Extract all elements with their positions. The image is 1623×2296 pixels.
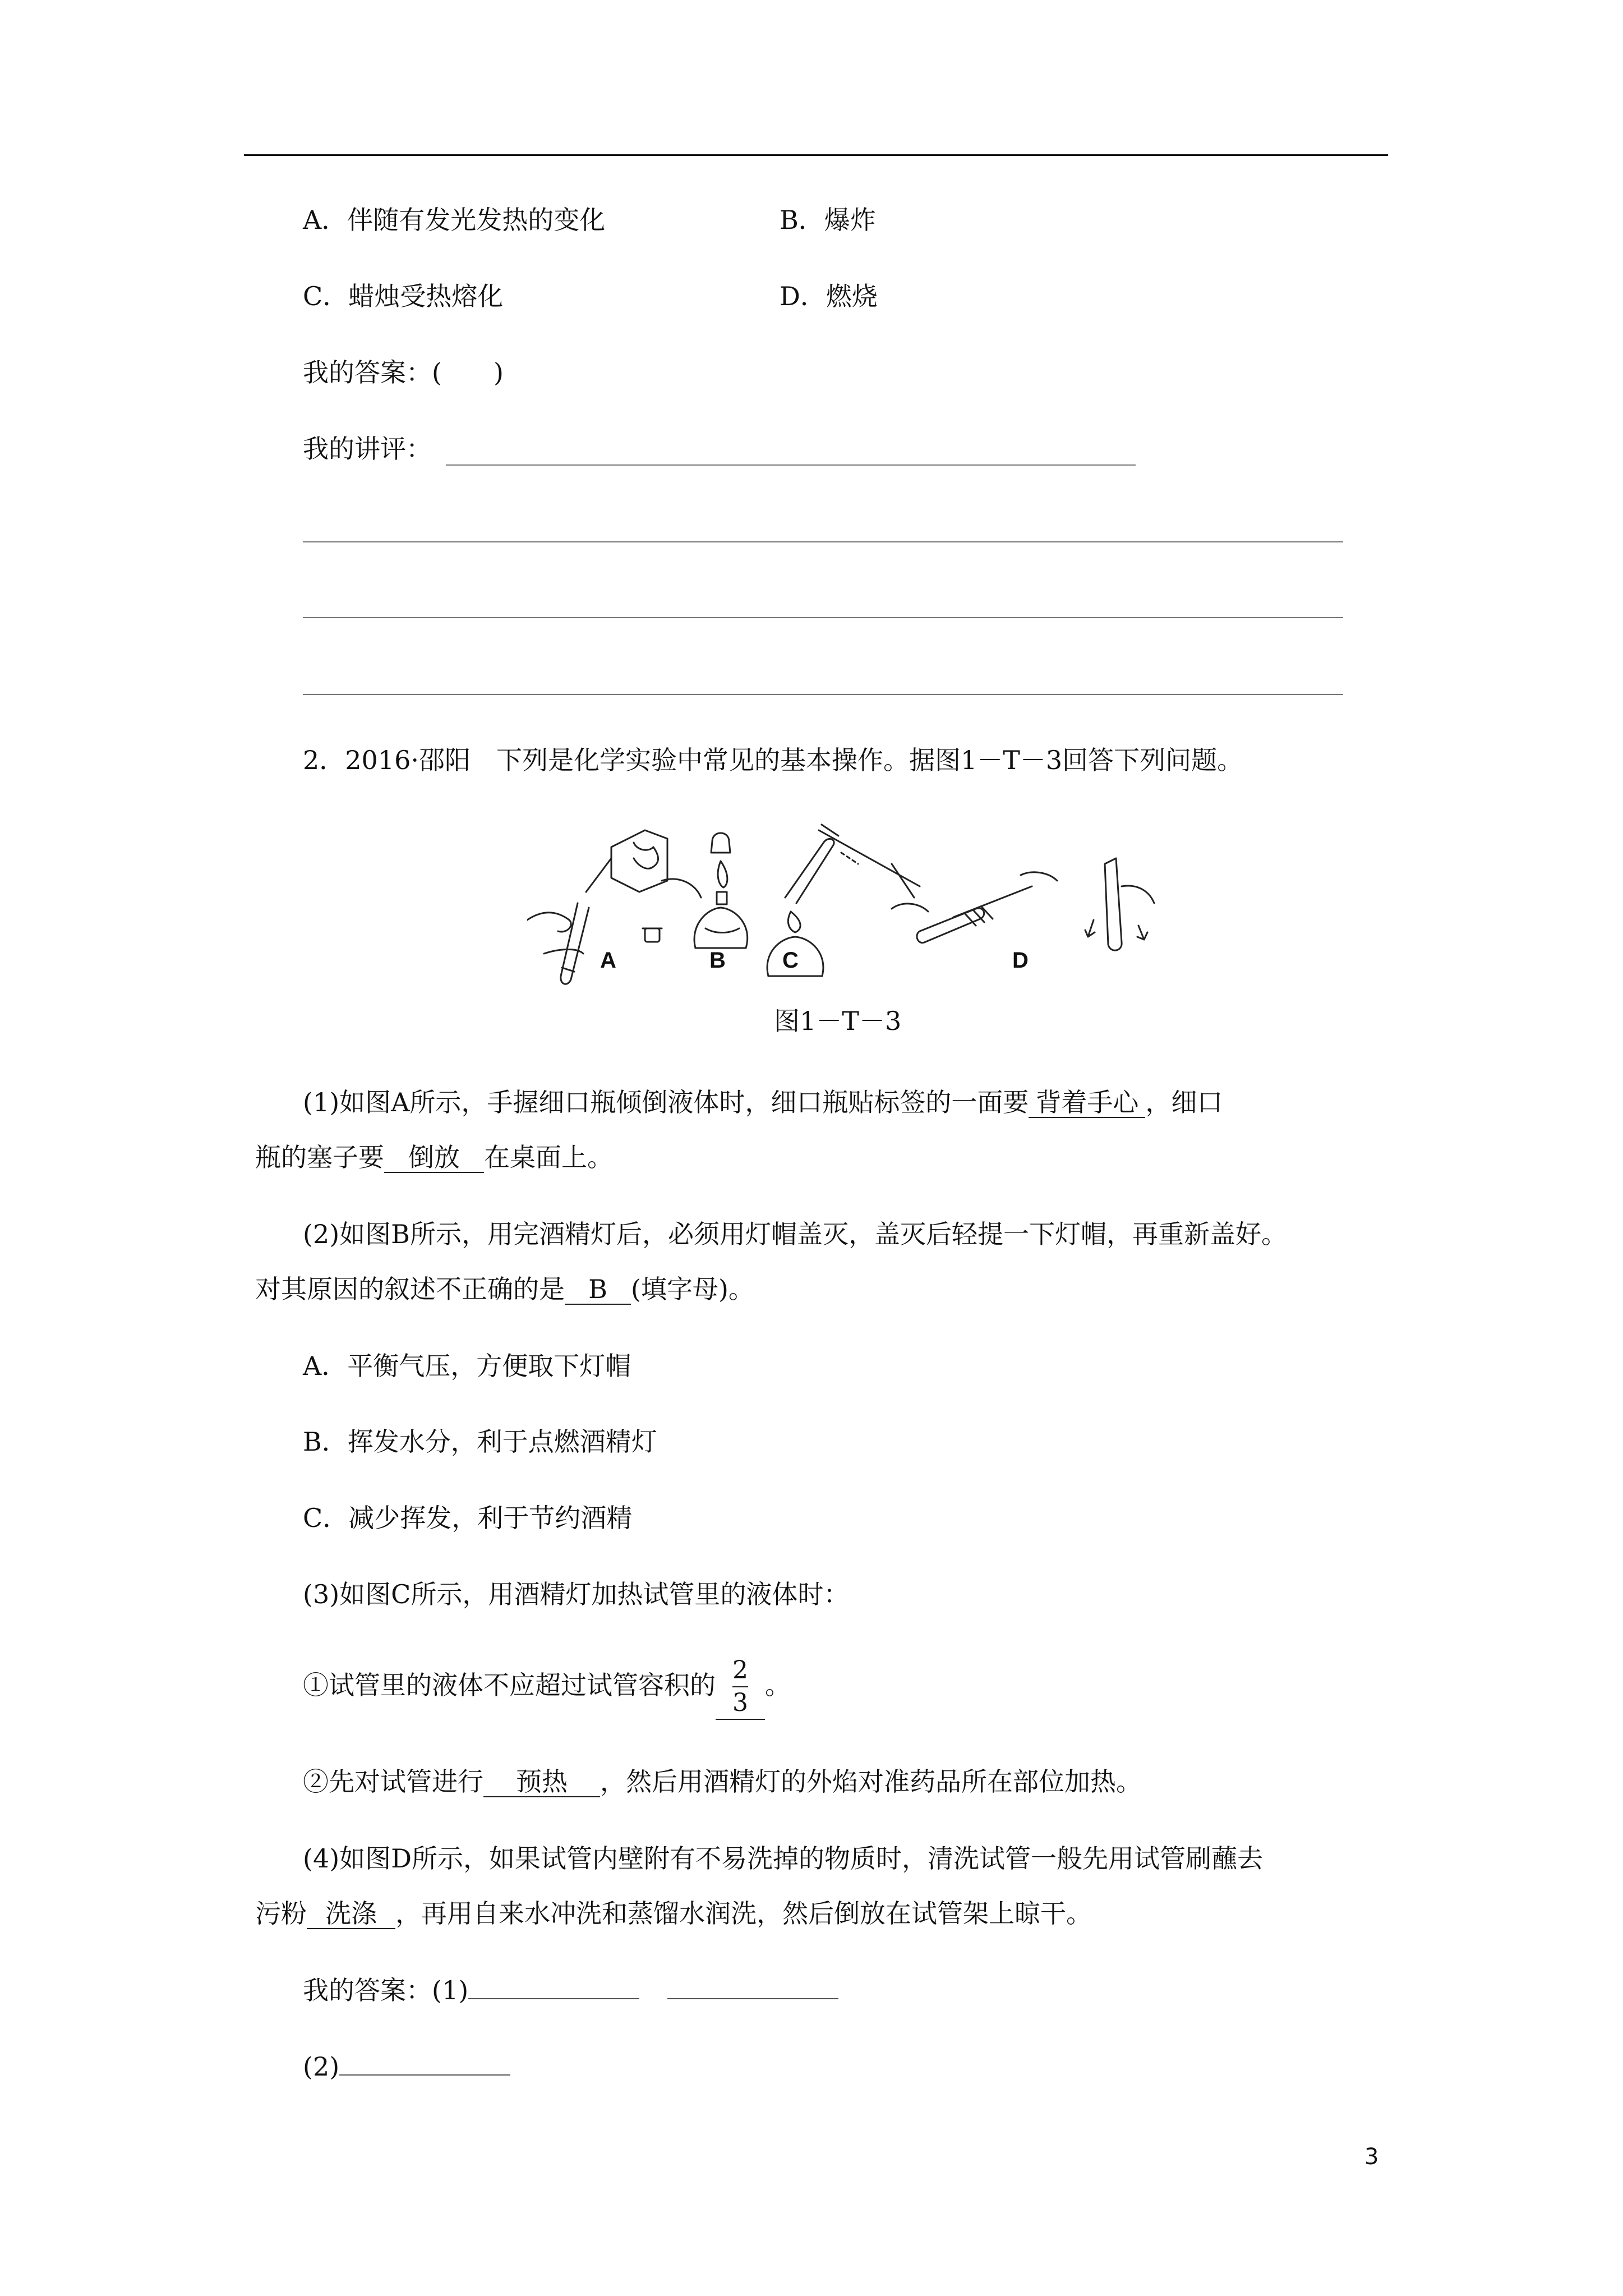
q2-part1-answer2: 倒放 xyxy=(384,1143,484,1173)
q1-option-b: B．爆炸 xyxy=(780,205,876,235)
q2-part2-option-a: A．平衡气压，方便取下灯帽 xyxy=(303,1351,631,1381)
q2-answer-row1: 我的答案：(1) xyxy=(303,1973,838,2007)
q1-option-a: A．伴随有发光发热的变化 xyxy=(303,205,606,235)
q2-part4-line2: 污粉 洗涤 ，再用自来水冲洗和蒸馏水润洗，然后倒放在试管架上晾干。 xyxy=(255,1898,1092,1929)
q2-part2-option-b: B．挥发水分，利于点燃酒精灯 xyxy=(303,1427,657,1457)
q1-comment-label: 我的讲评： xyxy=(303,434,432,464)
figure-caption: 图1－T－3 xyxy=(774,1006,902,1036)
q2-part3-item1: ①试管里的液体不应超过试管容积的 $\frac{2}{3}$ 。 xyxy=(303,1655,791,1720)
q2-part3-line1: (3)如图C所示，用酒精灯加热试管里的液体时： xyxy=(303,1579,850,1609)
figure-b-alcohol-lamp xyxy=(694,833,748,948)
figure-label-d: D xyxy=(1012,948,1029,973)
q1-option-c: C．蜡烛受热熔化 xyxy=(303,281,504,311)
q2-part3-answer: 预热 xyxy=(483,1767,600,1797)
q2-part2-option-c: C．减少挥发，利于节约酒精 xyxy=(303,1503,633,1533)
q2-answer-row2: (2) xyxy=(303,2050,510,2083)
q2-part3-fraction-answer: $\frac{2}{3}$ xyxy=(716,1655,765,1720)
q2-part4-line1: (4)如图D所示，如果试管内壁附有不易洗掉的物质时，清洗试管一般先用试管刷蘸去 xyxy=(303,1843,1264,1874)
q1-comment-line[interactable] xyxy=(303,694,1343,695)
q2-answer-blank-1a[interactable] xyxy=(468,1976,639,1999)
q2-part4-answer: 洗涤 xyxy=(307,1899,395,1929)
q1-comment-line[interactable] xyxy=(446,464,1136,466)
page-number: 3 xyxy=(1364,2144,1379,2170)
q2-part3-item2: ②先对试管进行 预热 ，然后用酒精灯的外焰对准药品所在部位加热。 xyxy=(303,1766,1142,1797)
q1-comment-line[interactable] xyxy=(303,541,1343,542)
q2-part2-line2: 对其原因的叙述不正确的是 B (填字母)。 xyxy=(255,1274,754,1304)
q2-part2-line1: (2)如图B所示，用完酒精灯后，必须用灯帽盖灭，盖灭后轻提一下灯帽，再重新盖好。 xyxy=(303,1219,1287,1249)
q2-answer-blank-1b[interactable] xyxy=(667,1976,838,1999)
q2-part1-line1: (1)如图A所示，手握细口瓶倾倒液体时，细口瓶贴标签的一面要 背着手心 ，细口 xyxy=(303,1087,1223,1117)
lab-operations-figure xyxy=(527,808,1166,993)
figure-d-cleaning xyxy=(892,858,1154,950)
q2-part2-answer: B xyxy=(565,1274,631,1305)
q1-option-d: D．燃烧 xyxy=(780,281,878,311)
header-rule xyxy=(244,154,1388,156)
q2-stem: 2．2016·邵阳 下列是化学实验中常见的基本操作。据图1－T－3回答下列问题。 xyxy=(303,745,1243,775)
figure-label-a: A xyxy=(600,948,616,973)
q2-answer-blank-2[interactable] xyxy=(339,2052,510,2076)
figure-label-b: B xyxy=(709,948,726,973)
q1-answer-label: 我的答案：( ) xyxy=(303,357,504,388)
q1-comment-line[interactable] xyxy=(303,617,1343,618)
q2-part1-answer1: 背着手心 xyxy=(1029,1088,1145,1118)
figure-label-c: C xyxy=(782,948,799,973)
q2-part1-line2: 瓶的塞子要 倒放 在桌面上。 xyxy=(255,1142,613,1172)
